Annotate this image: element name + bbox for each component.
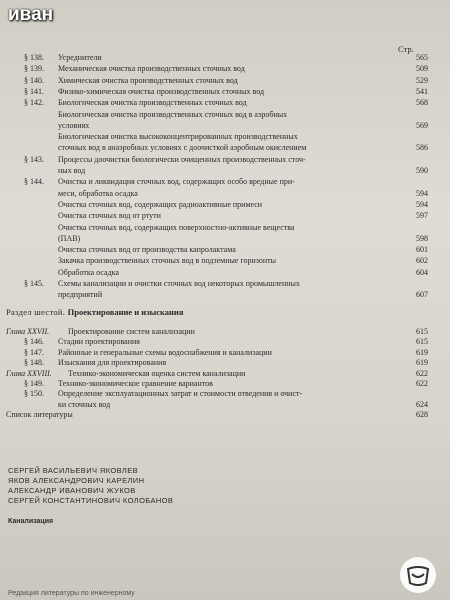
toc-entry-text: Очистка сточных вод, содержащих поверхностно-активные вещества (58, 222, 295, 232)
toc-entry-text: Очистка сточных вод, содержащих радиоактивные примеси (58, 199, 263, 209)
toc-entry-text: Механическая очистка производственных сточных вод (58, 64, 245, 74)
toc-row (0, 256, 450, 266)
toc-entry-text: Обработка осадка (58, 267, 119, 277)
toc-section-number: Глава XXVIII. (6, 368, 52, 378)
toc-row (0, 53, 450, 63)
author-name: СЕРГЕЙ КОНСТАНТИНОВИЧ КОЛОБАНОВ (8, 496, 174, 505)
toc-page-number: 601 (416, 245, 428, 255)
toc-row (0, 290, 450, 300)
toc-page-number: 509 (416, 64, 428, 74)
toc-page-number: 602 (416, 256, 428, 266)
toc-page-number: 615 (416, 337, 428, 347)
toc-page-number: 590 (416, 166, 428, 175)
toc-entry-text: Очистка сточных вод от производства капролактама (58, 245, 236, 255)
toc-page-number: 594 (416, 199, 428, 209)
toc-section-number: Глава XXVII. (6, 327, 50, 336)
toc-entry-text: условиях (58, 120, 90, 130)
toc-section-number: § 144. (24, 177, 44, 187)
toc-entry-text: ки сточных вод (58, 399, 111, 409)
toc-page-number: 607 (416, 290, 428, 300)
imprint-line: Редакция литературы по инженерному (8, 590, 135, 597)
toc-row (0, 177, 450, 187)
toc-row (0, 337, 450, 347)
toc-section-number: § 142. (24, 98, 44, 108)
toc-row (0, 234, 450, 244)
toc-entry-text: Технико-экономическое сравнение вариантов (58, 379, 213, 388)
toc-page-number: 619 (416, 347, 428, 357)
toc-section-number: § 141. (24, 86, 44, 96)
toc-row (0, 110, 450, 120)
toc-section-number: § 146. (24, 337, 44, 347)
toc-entry-text: ных вод (58, 166, 86, 175)
toc-page-number: 604 (416, 267, 428, 277)
toc-row (0, 211, 450, 221)
toc-entry-text: предприятий (58, 290, 103, 300)
toc-section-number: § 148. (24, 358, 44, 368)
toc-entry-text: Технико-экономическая оценка систем канализации (68, 368, 246, 378)
author-name: ЯКОВ АЛЕКСАНДРОВИЧ КАРЕЛИН (8, 476, 145, 485)
toc-row (0, 379, 450, 389)
toc-entry-text: Районные и генеральные схемы водоснабжения и канализации (58, 347, 272, 357)
part-heading (6, 307, 183, 317)
toc-entry-text: Усреднители (58, 53, 102, 62)
toc-entry-text: меси, обработка осадка (58, 188, 138, 198)
toc-row (0, 358, 450, 368)
toc-page-number: 586 (416, 143, 428, 153)
toc-entry-text: Физико-химическая очистка производственных сточных вод (58, 86, 265, 96)
toc-row (0, 200, 450, 210)
toc-page-number: 615 (416, 327, 428, 336)
toc-row (0, 155, 450, 165)
toc-section-number: § 147. (24, 347, 44, 357)
toc-row (0, 87, 450, 97)
toc-entry-text: Изыскания для проектирования (58, 358, 167, 368)
authors-list (8, 466, 173, 506)
toc-page-number: 597 (416, 211, 428, 221)
toc-row (0, 76, 450, 86)
toc-page-number: 565 (416, 53, 428, 62)
toc-row (0, 410, 450, 420)
toc-row (0, 348, 450, 358)
toc-row (0, 121, 450, 131)
toc-entry-text: Определение эксплуатационных затрат и стоимости отведения и очист- (58, 389, 303, 399)
toc-entry-text: Очистка и ликвидация сточных вод, содержащих особо вредные при- (58, 177, 295, 187)
toc-section-number: § 140. (24, 75, 44, 85)
toc-entry-text: (ПАВ) (58, 233, 81, 243)
toc-section-number: § 138. (24, 53, 44, 62)
toc-page-number: 594 (416, 188, 428, 198)
toc-page-number: 598 (416, 233, 428, 243)
toc-page-number: 568 (416, 98, 428, 108)
toc-page-number: 622 (416, 379, 428, 388)
toc-page-number: 619 (416, 358, 428, 368)
toc-entry-text: Закачка производственных сточных вод в подземные горизонты (58, 256, 277, 266)
pages-column-header: Стр. (398, 44, 414, 54)
toc-page-number: 624 (416, 399, 428, 409)
toc-entry-text: Стадии проектирования (58, 337, 140, 347)
imprint-title: Канализация (8, 518, 54, 525)
toc-row (0, 143, 450, 153)
toc-entry-text: Биологическая очистка производственных сточных вод в аэробных (58, 109, 288, 119)
toc-row (0, 189, 450, 199)
toc-row (0, 327, 450, 337)
bazar-logo-icon (398, 555, 438, 595)
toc-entry-text: Схемы канализации и очистки сточных вод некоторых промышленных (58, 279, 300, 288)
toc-page-number: 622 (416, 368, 428, 378)
watermark: иван (8, 4, 54, 25)
toc-row (0, 223, 450, 233)
toc-row (0, 64, 450, 74)
toc-section-number: § 143. (24, 154, 44, 164)
toc-row (0, 279, 450, 289)
author-name: АЛЕКСАНДР ИВАНОВИЧ ЖУКОВ (8, 486, 136, 495)
toc-entry-text: Химическая очистка производственных сточных вод (58, 75, 238, 85)
toc-entry-text: Проектирование систем канализации (68, 327, 195, 336)
toc-row (0, 98, 450, 108)
part-label: Раздел шестой. (6, 307, 66, 317)
part-title: Проектирование и изыскания (67, 307, 184, 317)
toc-entry-text: Очистка сточных вод от ртути (58, 211, 161, 221)
toc-row (0, 400, 450, 410)
toc-row (0, 389, 450, 399)
toc-section-number: § 139. (24, 64, 44, 74)
toc-section-number: § 145. (24, 279, 44, 288)
author-name: СЕРГЕЙ ВАСИЛЬЕВИЧ ЯКОВЛЕВ (8, 466, 139, 475)
toc-page-number: 529 (416, 75, 428, 85)
toc-page-number: 569 (416, 120, 428, 130)
toc-page-number: 628 (416, 410, 428, 420)
toc-row (0, 166, 450, 176)
toc-row (0, 132, 450, 142)
toc-row (0, 268, 450, 278)
toc-section-number: Список литературы (6, 410, 73, 420)
toc-page-number: 541 (416, 86, 428, 96)
toc-row (0, 369, 450, 379)
toc-entry-text: Процессы доочистки биологически очищенных производственных сточ- (58, 154, 306, 164)
toc-entry-text: Биологическая очистка высококонцентрированных производственных (58, 132, 298, 142)
toc-entry-text: Биологическая очистка производственных сточных вод (58, 98, 247, 108)
toc-section-number: § 150. (24, 389, 44, 399)
toc-row (0, 245, 450, 255)
toc-section-number: § 149. (24, 379, 44, 388)
toc-entry-text: сточных вод в анаэробных условиях с доочисткой аэробным окислением (58, 143, 307, 153)
